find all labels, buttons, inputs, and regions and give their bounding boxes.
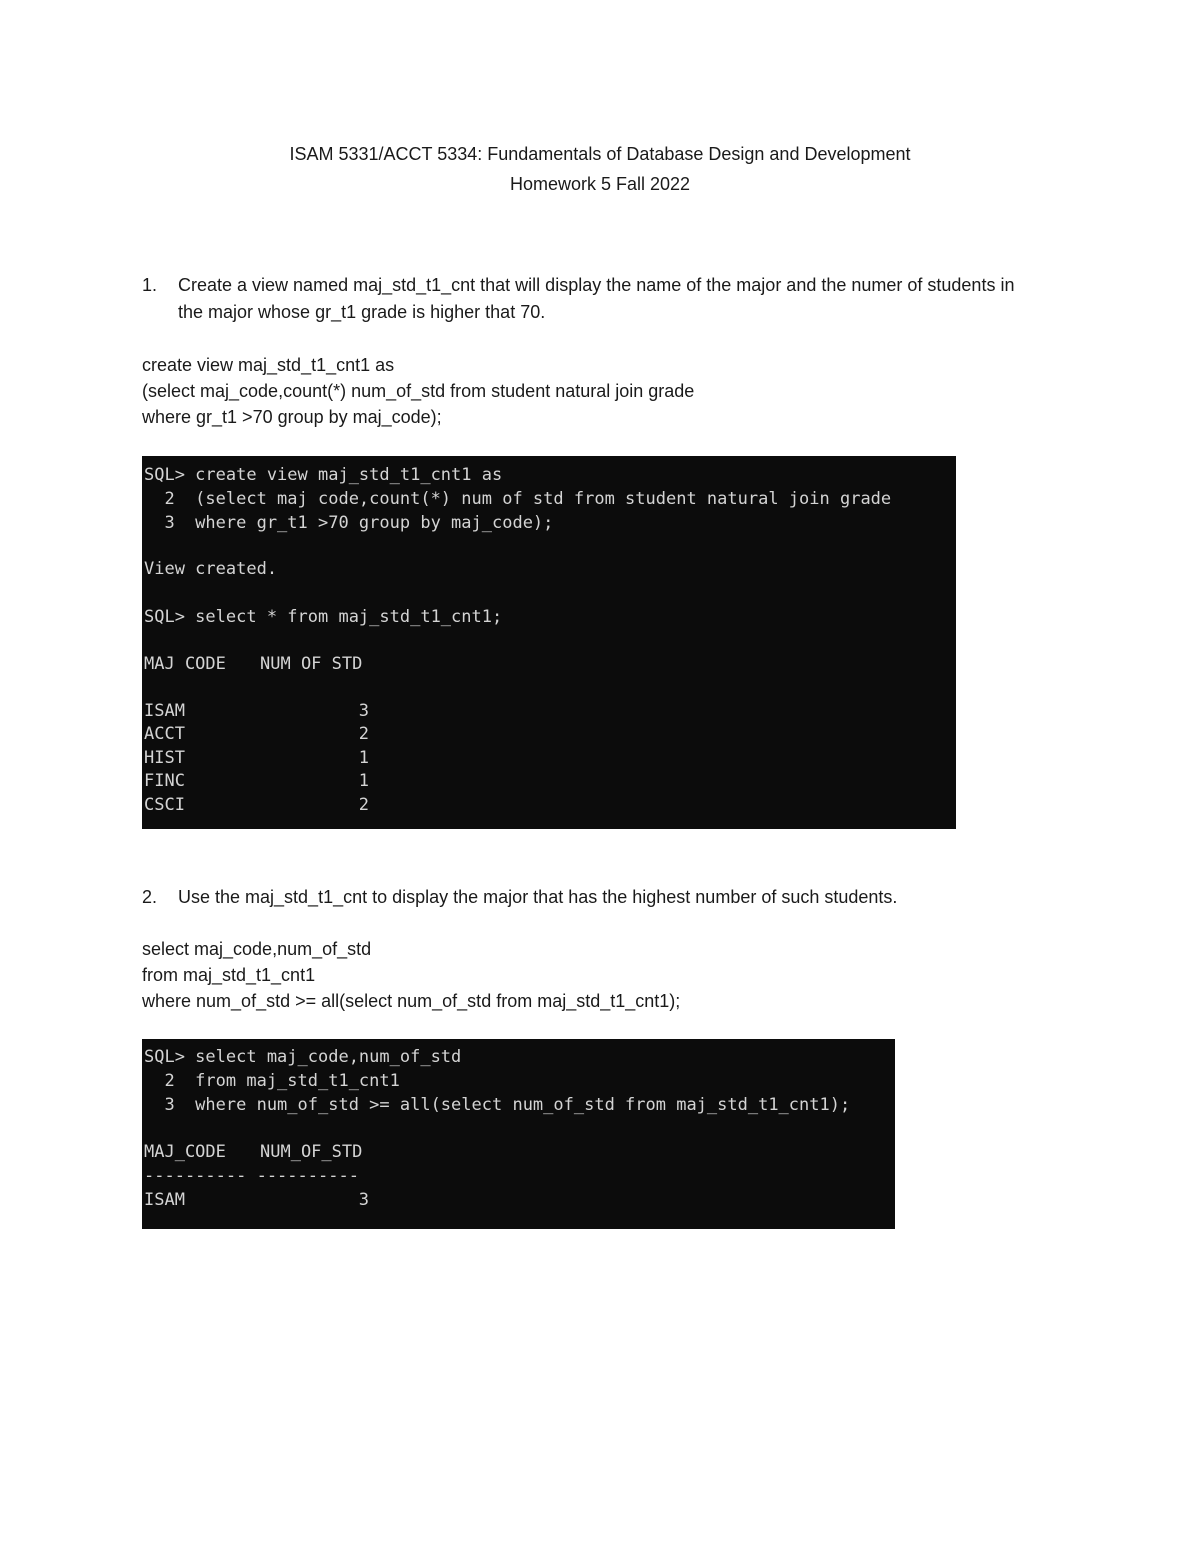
- terminal-row-count: 2: [358, 724, 369, 744]
- terminal-line: SQL> create view maj_std_t1_cnt1 as: [144, 465, 503, 485]
- terminal-row-code: HIST: [144, 748, 185, 768]
- terminal-row-count: 2: [358, 795, 369, 815]
- terminal-line: SQL> select * from maj_std_t1_cnt1;: [144, 607, 503, 627]
- terminal-row-count: 3: [358, 1190, 369, 1210]
- terminal-row-code: ISAM: [144, 701, 185, 721]
- terminal-row-code: ISAM: [144, 1190, 185, 1210]
- terminal-column-header-1: MAJ_CODE: [144, 1142, 226, 1162]
- terminal-line: View created.: [144, 559, 278, 579]
- question-1-number: 1.: [142, 275, 158, 295]
- terminal-screenshot-2: [142, 1039, 895, 1229]
- question-2: [142, 884, 1042, 912]
- terminal-column-header-2: NUM OF STD: [260, 654, 363, 674]
- question-2-number: 2.: [142, 887, 158, 907]
- terminal-line: SQL> select maj_code,num_of_std: [144, 1047, 462, 1067]
- terminal-row-code: ACCT: [144, 724, 185, 744]
- question-2-sql: [142, 936, 680, 1014]
- terminal-row-code: FINC: [144, 771, 185, 791]
- question-1-text: Create a view named maj_std_t1_cnt that will display the name of the major and the numer of students in the major whose gr_t1 grade is higher that 70.: [178, 275, 1015, 322]
- terminal-row-count: 3: [358, 701, 369, 721]
- course-title: ISAM 5331/ACCT 5334: Fundamentals of Database Design and Development: [289, 144, 911, 164]
- terminal-column-header-2: NUM_OF_STD: [260, 1142, 363, 1162]
- terminal-screenshot-1: [142, 456, 956, 829]
- terminal-line: 2 from maj_std_t1_cnt1: [144, 1071, 400, 1091]
- terminal-line: 3 where gr_t1 >70 group by maj_code);: [144, 513, 554, 533]
- sql-line: from maj_std_t1_cnt1: [142, 965, 316, 985]
- terminal-column-header-1: MAJ CODE: [144, 654, 226, 674]
- terminal-row-code: CSCI: [144, 795, 185, 815]
- sql-line: where num_of_std >= all(select num_of_std from maj_std_t1_cnt1);: [142, 991, 681, 1011]
- assignment-title: Homework 5 Fall 2022: [509, 174, 691, 194]
- terminal-row-count: 1: [358, 748, 369, 768]
- question-1: [142, 272, 1042, 328]
- terminal-line: 3 where num_of_std >= all(select num_of_std from maj_std_t1_cnt1);: [144, 1095, 851, 1115]
- question-1-sql: [142, 352, 694, 430]
- terminal-row-count: 1: [358, 771, 369, 791]
- sql-line: select maj_code,num_of_std: [142, 939, 372, 959]
- sql-line: create view maj_std_t1_cnt1 as: [142, 355, 395, 375]
- terminal-separator: ---------- ----------: [144, 1166, 359, 1186]
- sql-line: (select maj_code,count(*) num_of_std from student natural join grade: [142, 381, 695, 401]
- terminal-line: 2 (select maj code,count(*) num of std from student natural join grade: [144, 489, 892, 509]
- sql-line: where gr_t1 >70 group by maj_code);: [142, 407, 442, 427]
- question-2-text: Use the maj_std_t1_cnt to display the major that has the highest number of such students.: [178, 887, 898, 907]
